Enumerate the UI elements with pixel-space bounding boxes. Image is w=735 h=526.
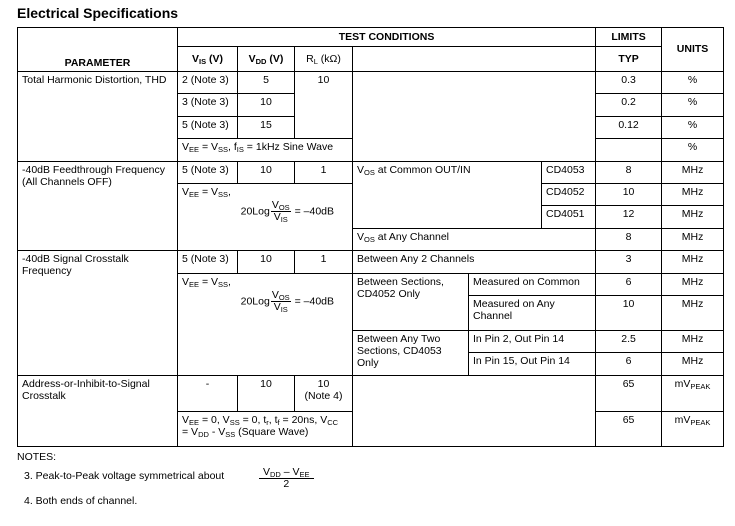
crosstalk-ma-typ: 10 [596, 296, 662, 331]
crosstalk-between-2-unit: MHz [662, 251, 724, 273]
note-3-fraction: $\frac{V_{DD} - V_{EE}}{2}$ [258, 467, 315, 490]
thd-blank [353, 71, 596, 161]
typ-header: TYP [596, 47, 662, 71]
test-conditions-header: TEST CONDITIONS [178, 28, 596, 47]
thd-condition: $V_{EE} = V_{SS}$, $f_{IS} = 1kHz$ Sine Wave [178, 139, 353, 161]
crosstalk-sections-cd4052: Between Sections, CD4052 Only [353, 273, 469, 330]
addr-vis: - [178, 375, 238, 412]
thd-unit: % [662, 116, 724, 138]
thd-typ: 0.3 [596, 71, 662, 93]
addr-typ: 65 [596, 375, 662, 412]
addr-param: Address-or-Inhibit-to-Signal Crosstalk [18, 375, 178, 446]
thd-rl: 10 [295, 71, 353, 138]
feedthrough-unit: MHz [662, 183, 724, 205]
crosstalk-pin2: In Pin 2, Out Pin 14 [469, 330, 596, 352]
feedthrough-unit: MHz [662, 161, 724, 183]
addr-condition: $V_{EE} = 0$, $V_{SS} = 0$, $t_r$, $t_f = 20ns$, $V_{CC}$ = $V_{DD} - V_{SS}$ (Square Wave) [178, 412, 353, 447]
thd-typ: 0.2 [596, 94, 662, 116]
rl-header: $R_L$ (kΩ) [295, 47, 353, 71]
thd-param: Total Harmonic Distortion, THD [18, 71, 178, 161]
crosstalk-vdd: 10 [238, 251, 295, 273]
addr-vdd: 10 [238, 375, 295, 412]
addr-typ-2: 65 [596, 412, 662, 447]
thd-unit: % [662, 94, 724, 116]
note-4: 4. Both ends of channel. [24, 495, 138, 507]
units-header: UNITS [662, 28, 724, 72]
crosstalk-pin15-typ: 6 [596, 353, 662, 375]
crosstalk-pin2-unit: MHz [662, 330, 724, 352]
thd-vis: 3 (Note 3) [178, 94, 238, 116]
crosstalk-mc-typ: 6 [596, 273, 662, 295]
feedthrough-vos-common: $V_{OS}$ at Common OUT/IN [353, 161, 542, 228]
feedthrough-vis: 5 (Note 3) [178, 161, 238, 183]
feedthrough-vdd: 10 [238, 161, 295, 183]
crosstalk-param: -40dB Signal Crosstalk Frequency [18, 251, 178, 375]
crosstalk-ma-unit: MHz [662, 296, 724, 331]
feedthrough-rl: 1 [295, 161, 353, 183]
spec-table [17, 27, 724, 447]
device-cd4051: CD4051 [542, 206, 596, 228]
addr-unit: $mV_{PEAK}$ [662, 375, 724, 412]
feedthrough-unit: MHz [662, 206, 724, 228]
parameter-header: PARAMETER [18, 28, 178, 72]
addr-unit-2: $mV_{PEAK}$ [662, 412, 724, 447]
feedthrough-typ: 10 [596, 183, 662, 205]
crosstalk-pin15: In Pin 15, Out Pin 14 [469, 353, 596, 375]
addr-rl: 10 (Note 4) [295, 375, 353, 412]
crosstalk-between-2: Between Any 2 Channels [353, 251, 596, 273]
feedthrough-param: -40dB Feedthrough Frequency (All Channels OFF) [18, 161, 178, 251]
feedthrough-any-typ: 8 [596, 228, 662, 250]
feedthrough-vos-any: $V_{OS}$ at Any Channel [353, 228, 596, 250]
crosstalk-vis: 5 (Note 3) [178, 251, 238, 273]
limits-header: LIMITS [596, 28, 662, 47]
thd-unit: % [662, 71, 724, 93]
vis-header: $V_{IS}$ (V) [178, 47, 238, 71]
thd-cond-typ [596, 139, 662, 161]
conditions-blank-header [353, 47, 596, 71]
thd-vdd: 10 [238, 94, 295, 116]
crosstalk-pin15-unit: MHz [662, 353, 724, 375]
thd-vdd: 5 [238, 71, 295, 93]
feedthrough-condition: $V_{EE} = V_{SS}$, 20Log $\frac{V_{OS}}{V_{IS}}$ = –40dB [178, 183, 353, 250]
device-cd4052: CD4052 [542, 183, 596, 205]
crosstalk-condition: $V_{EE} = V_{SS}$, 20Log $\frac{V_{OS}}{V_{IS}}$ = –40dB [178, 273, 353, 375]
thd-typ: 0.12 [596, 116, 662, 138]
crosstalk-between-2-typ: 3 [596, 251, 662, 273]
thd-vis: 2 (Note 3) [178, 71, 238, 93]
feedthrough-typ: 12 [596, 206, 662, 228]
feedthrough-typ: 8 [596, 161, 662, 183]
device-cd4053: CD4053 [542, 161, 596, 183]
crosstalk-pin2-typ: 2.5 [596, 330, 662, 352]
thd-vdd: 15 [238, 116, 295, 138]
crosstalk-rl: 1 [295, 251, 353, 273]
crosstalk-measured-common: Measured on Common [469, 273, 596, 295]
notes-heading: NOTES: [17, 451, 57, 463]
note-3: 3. Peak-to-Peak voltage symmetrical about [24, 470, 225, 482]
addr-blank [353, 375, 596, 446]
feedthrough-any-unit: MHz [662, 228, 724, 250]
page-title: Electrical Specifications [17, 5, 179, 21]
crosstalk-sections-cd4053: Between Any Two Sections, CD4053 Only [353, 330, 469, 375]
vdd-header: $V_{DD}$ (V) [238, 47, 295, 71]
crosstalk-measured-any: Measured on Any Channel [469, 296, 596, 331]
thd-cond-unit: % [662, 139, 724, 161]
thd-vis: 5 (Note 3) [178, 116, 238, 138]
crosstalk-mc-unit: MHz [662, 273, 724, 295]
